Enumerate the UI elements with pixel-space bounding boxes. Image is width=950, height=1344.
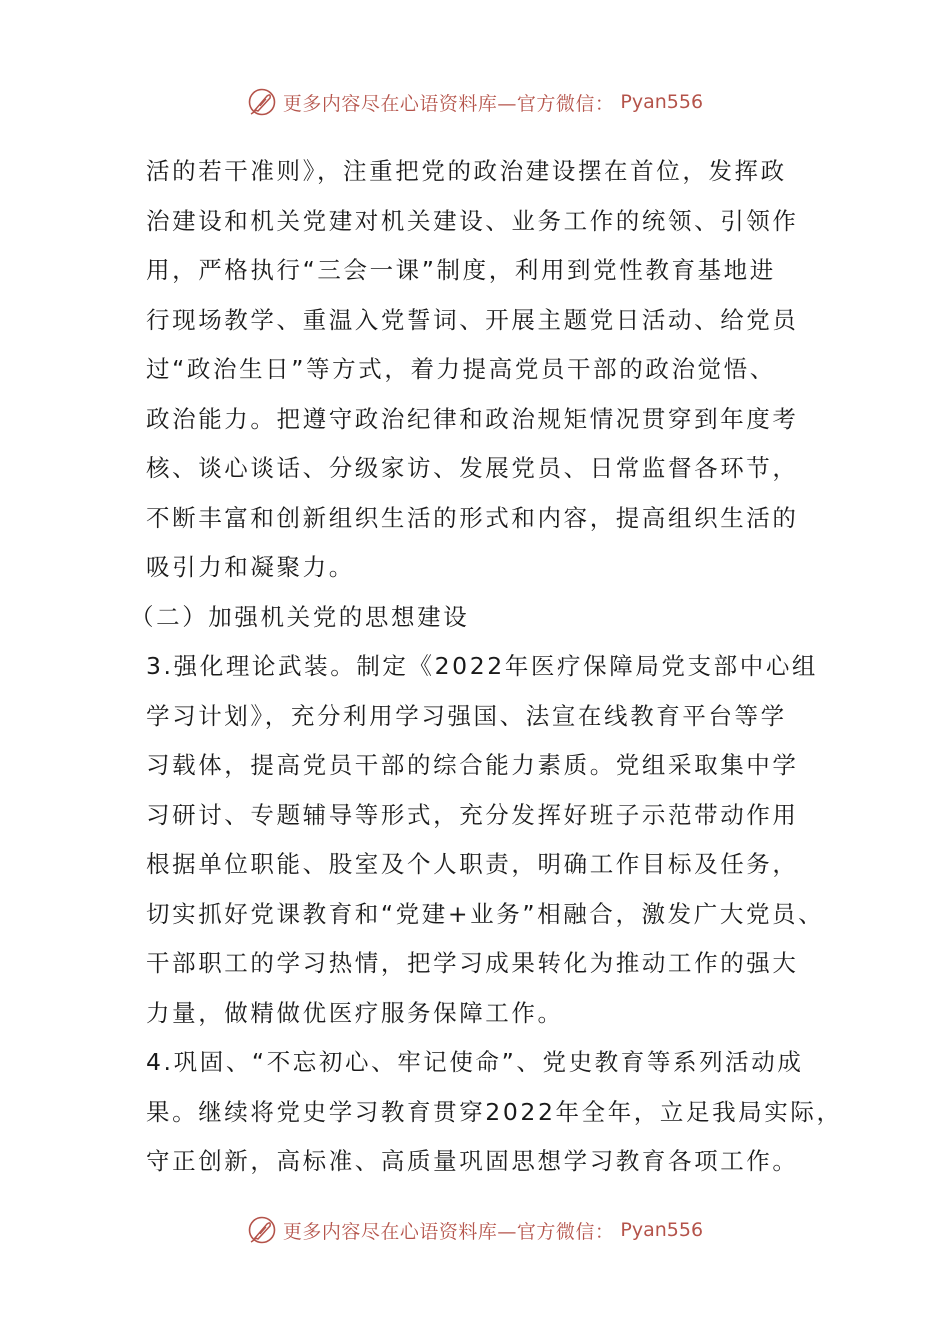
text-line: 切实抓好党课教育和“党建+业务”相融合，激发广大党员、 [146,899,825,928]
text-line: 干部职工的学习热情，把学习成果转化为推动工作的强大 [146,949,799,977]
text-line: 用，严格执行“三会一课”制度，利用到党性教育基地进 [146,256,776,284]
text-line: 行现场教学、重温入党誓词、开展主题党日活动、给党员 [146,305,799,334]
text-line: 过“政治生日”等方式，着力提高党员干部的政治觉悟、 [146,355,776,383]
text-line: 吸引力和凝聚力。 [146,553,355,581]
text-line: 活的若干准则》，注重把党的政治建设摆在首位，发挥政 [146,157,787,185]
text-line: 果。继续将党史学习教育贯穿2022年全年，立足我局实际， [146,1097,843,1126]
footer-banner-text: 更多内容尽在心语资料库—官方微信： [282,1220,615,1243]
text-line: 习研讨、专题辅导等形式，充分发挥好班子示范带动作用 [146,800,799,829]
header-banner-text: 更多内容尽在心语资料库—官方微信： [282,92,615,115]
text-line: 核、谈心谈话、分级家访、发展党员、日常监督各环节， [146,454,799,482]
text-line: 习载体，提高党员干部的综合能力素质。党组采取集中学 [146,751,799,779]
text-line: 4.巩固、“不忘初心、牢记使命”、党史教育等系列活动成 [146,1048,804,1076]
section-heading: （二）加强机关党的思想建设 [130,602,470,631]
body-text [130,147,843,1187]
footer-banner [0,1210,950,1250]
text-line: 不断丰富和创新组织生活的形式和内容，提高组织生活的 [146,503,799,532]
header-wechat-id: Pyan556 [620,91,704,113]
header-banner [0,82,950,122]
text-line: 3.强化理论武装。制定《2022年医疗保障局党支部中心组 [146,652,819,680]
text-line: 根据单位职能、股室及个人职责，明确工作目标及任务， [146,850,799,878]
quill-logo-icon [247,87,277,117]
footer-wechat-id: Pyan556 [620,1219,704,1241]
text-line: 治建设和机关党建对机关建设、业务工作的统领、引领作 [146,206,799,235]
text-line: 力量，做精做优医疗服务保障工作。 [146,998,564,1027]
text-line: 学习计划》，充分利用学习强国、法宣在线教育平台等学 [146,701,787,730]
text-line: 政治能力。把遵守政治纪律和政治规矩情况贯穿到年度考 [146,404,799,433]
text-line: 守正创新，高标准、高质量巩固思想学习教育各项工作。 [146,1147,799,1175]
quill-logo-icon [247,1215,277,1245]
